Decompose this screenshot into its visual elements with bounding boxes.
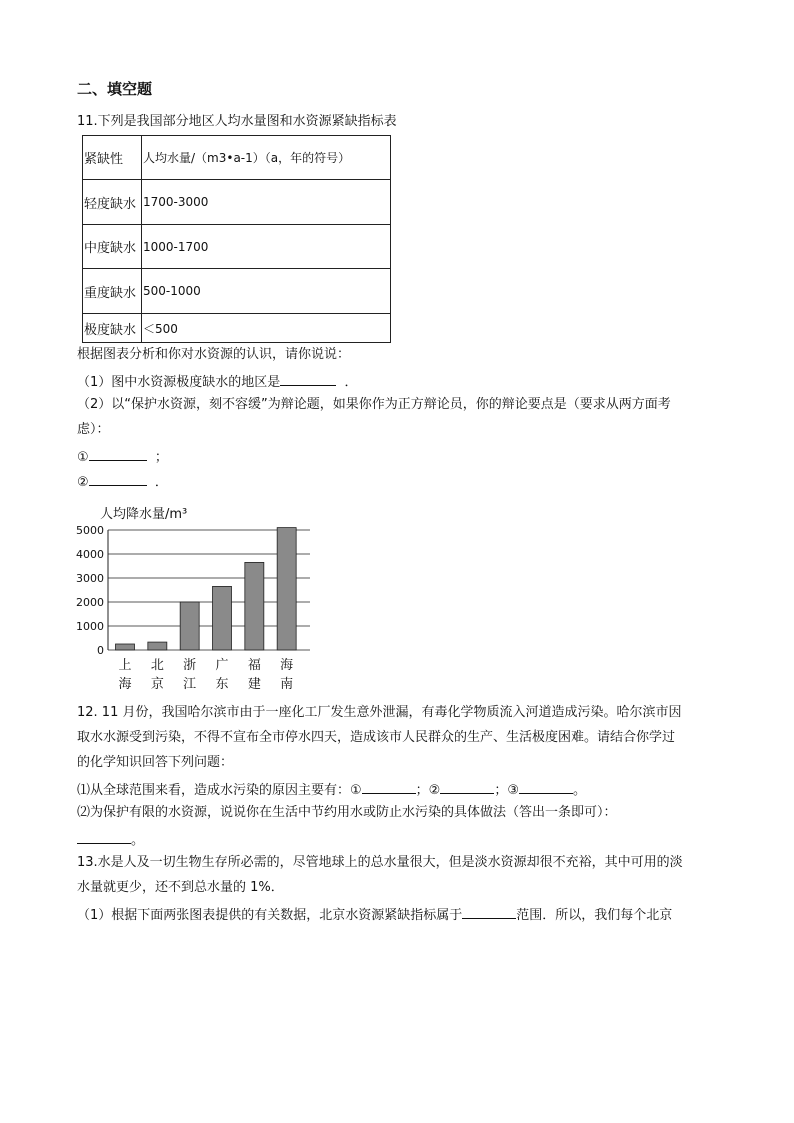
answer-blank[interactable] [89,471,147,486]
chart-title: 人均降水量/m³ [100,507,188,522]
bar [277,528,296,650]
table-cell: 500-1000 [142,269,391,314]
q13-sub1-text: （1）根据下面两张图表提供的有关数据，北京水资源紧缺指标属于 [77,908,463,923]
x-tick-label: 江 [183,677,197,692]
q11-point2 [77,471,168,492]
bar [116,644,135,650]
answer-blank[interactable] [280,371,336,386]
q13-sub1 [77,904,672,925]
answer-blank[interactable] [77,829,131,844]
bar [245,562,264,650]
answer-blank[interactable] [519,779,573,794]
answer-blank[interactable] [362,779,416,794]
bar [180,602,199,650]
bar [148,642,167,650]
q11-sub1-end: ． [344,375,358,390]
q11-sub1 [77,371,358,392]
table-row [83,314,391,343]
table-row [83,225,391,269]
y-tick-label: 3000 [76,572,104,585]
answer-blank[interactable] [440,779,494,794]
x-tick-label: 广 [215,658,229,673]
x-tick-label: 南 [280,677,294,692]
table-row [83,269,391,314]
q13-line1: 13.水是人及一切生物生存所必需的，尽管地球上的总水量很大，但是淡水资源却很不充裕，其中可用的淡 [77,855,683,870]
q11-sub1-text: （1）图中水资源极度缺水的地区是 [77,375,281,390]
table-cell: 1700-3000 [142,180,391,225]
x-tick-label: 京 [150,677,164,692]
table-row [83,180,391,225]
q12-line3: 的化学知识回答下列问题： [77,755,234,770]
y-tick-label: 5000 [76,524,104,537]
x-tick-label: 北 [150,658,164,673]
section-title: 二、填空题 [77,80,153,98]
bar [213,586,232,650]
table-cell: 1000-1700 [142,225,391,269]
q12-line1: 12. 11 月份，我国哈尔滨市由于一座化工厂发生意外泄漏，有毒化学物质流入河道造成污染。哈尔滨市因 [77,705,682,720]
circle-two: ② [77,475,89,490]
q12-sub2-end: 。 [131,833,145,848]
table-cell: 重度缺水 [83,269,142,314]
q11-stem: 11.下列是我国部分地区人均水量图和水资源紧缺指标表 [77,114,397,129]
x-tick-label: 福 [247,658,261,673]
chart-bars [116,528,297,650]
table-cell: 轻度缺水 [83,180,142,225]
q11-point2-end: ． [154,475,168,490]
answer-blank[interactable] [89,446,147,461]
y-tick-label: 2000 [76,596,104,609]
x-tick-label: 上 [118,658,132,673]
x-tick-label: 浙 [183,658,197,673]
scarcity-table [82,135,391,343]
q11-sub2-line1: （2）以“保护水资源，刻不容缓”为辩论题，如果你作为正方辩论员，你的辩论要点是（要求从两方面考 [77,397,671,412]
q11-prompt: 根据图表分析和你对水资源的认识，请你说说： [77,347,351,362]
precipitation-bar-chart [70,500,330,695]
x-tick-label: 建 [247,677,261,692]
table-cell: ＜500 [142,314,391,343]
x-tick-label: 海 [118,677,132,692]
y-tick-label: 4000 [76,548,104,561]
q11-sub2-line2: 虑）： [77,422,110,437]
q12-sub1-sep2: ；③ [494,783,519,798]
answer-blank[interactable] [462,904,516,919]
q13-line2: 水量就更少，还不到总水量的 1%． [77,880,284,895]
x-tick-label: 海 [280,658,294,673]
q12-sub1 [77,779,586,800]
q12-sub2: ⑵为保护有限的水资源，说说你在生活中节约用水或防止水污染的具体做法（答出一条即可）： [77,805,617,820]
q12-sub2-answer [77,829,144,850]
y-tick-label: 1000 [76,620,104,633]
table-header-cell: 紧缺性 [83,136,142,180]
table-cell: 极度缺水 [83,314,142,343]
q12-line2: 取水水源受到污染，不得不宣布全市停水四天，造成该市人民群众的生产、生活极度困难。请结合你学过 [77,730,676,745]
q13-sub1-end: 范围．所以，我们每个北京 [516,908,673,923]
q12-sub1-text: ⑴从全球范围来看，造成水污染的原因主要有：① [77,783,362,798]
table-header-cell: 人均水量/（m3•a-1）（a，年的符号） [142,136,391,180]
q12-sub1-end: 。 [572,783,586,798]
table-cell: 中度缺水 [83,225,142,269]
q12-sub1-sep1: ；② [415,783,441,798]
circle-one: ① [77,450,89,465]
q11-point1 [77,446,168,467]
y-tick-label: 0 [97,644,104,657]
q11-point1-end: ； [154,450,168,465]
table-header-row [83,136,391,180]
x-tick-label: 东 [215,677,229,692]
